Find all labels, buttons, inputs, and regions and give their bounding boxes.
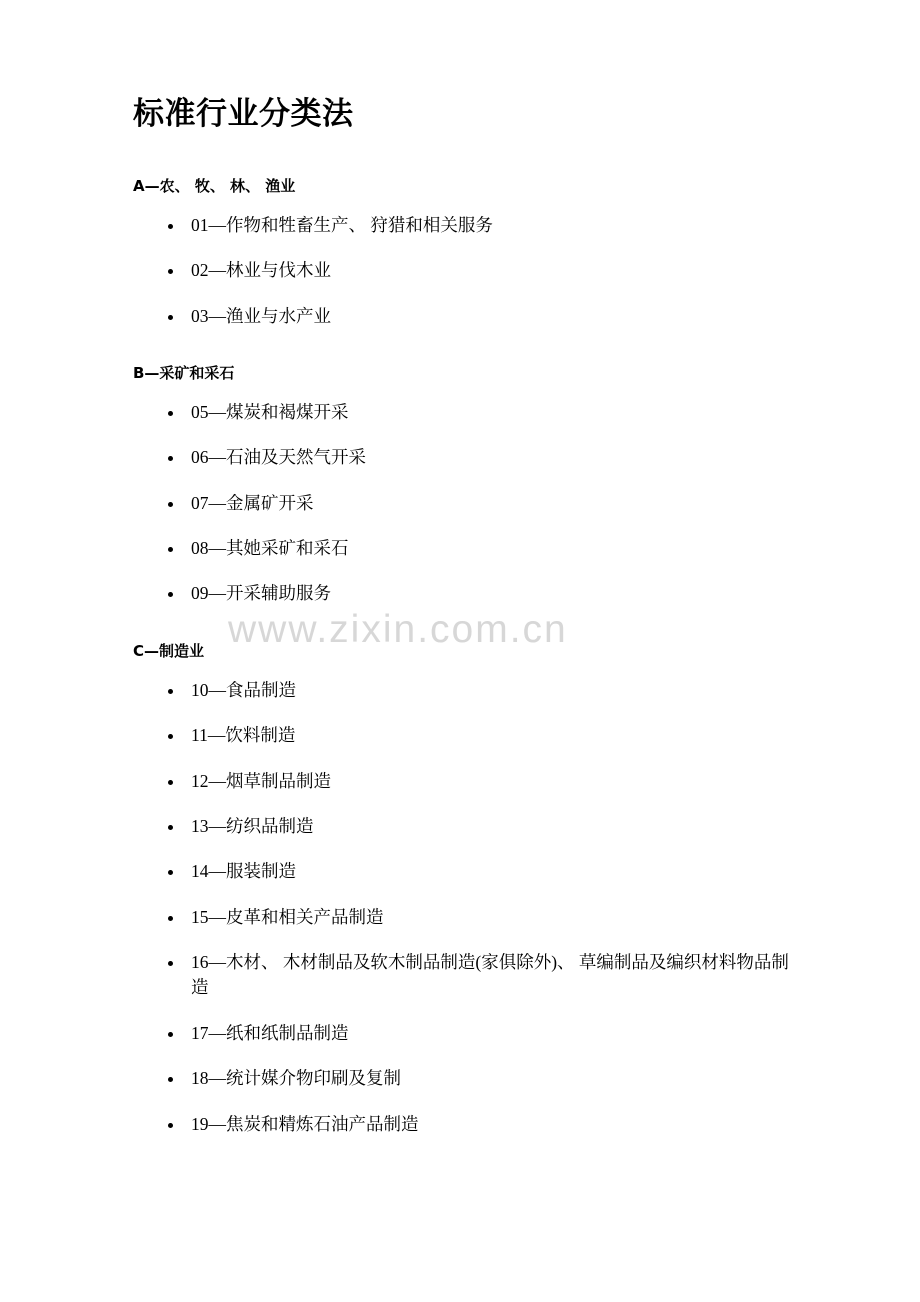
document-body <box>133 95 800 1137</box>
list-item: 09—开采辅助服务 <box>133 581 800 606</box>
list-item: 15—皮革和相关产品制造 <box>133 905 800 930</box>
section-list-b <box>133 400 800 607</box>
list-item: 11—饮料制造 <box>133 723 800 748</box>
list-item: 10—食品制造 <box>133 678 800 703</box>
list-item: 07—金属矿开采 <box>133 491 800 516</box>
list-item: 01—作物和牲畜生产、 狩猎和相关服务 <box>133 213 800 238</box>
list-item: 19—焦炭和精炼石油产品制造 <box>133 1112 800 1137</box>
section-heading-a: A—农、 牧、 林、 渔业 <box>133 176 296 195</box>
list-item: 03—渔业与水产业 <box>133 304 800 329</box>
list-item: 13—纺织品制造 <box>133 814 800 839</box>
section-list-a <box>133 213 800 329</box>
section-heading-c: C—制造业 <box>133 641 205 660</box>
section-heading-b: B—采矿和采石 <box>133 363 235 382</box>
section-list-c <box>133 678 800 1137</box>
list-item: 06—石油及天然气开采 <box>133 445 800 470</box>
list-item: 05—煤炭和褐煤开采 <box>133 400 800 425</box>
list-item: 02—林业与伐木业 <box>133 258 800 283</box>
list-item: 12—烟草制品制造 <box>133 769 800 794</box>
list-item: 17—纸和纸制品制造 <box>133 1021 800 1046</box>
list-item: 18—统计媒介物印刷及复制 <box>133 1066 800 1091</box>
page-title: 标准行业分类法 <box>133 96 354 132</box>
list-item: 08—其她采矿和采石 <box>133 536 800 561</box>
watermark-text: www.zixin.com.cn <box>228 608 568 651</box>
list-item: 16—木材、 木材制品及软木制品制造(家俱除外)、 草编制品及编织材料物品制造 <box>133 950 800 1001</box>
list-item: 14—服装制造 <box>133 859 800 884</box>
